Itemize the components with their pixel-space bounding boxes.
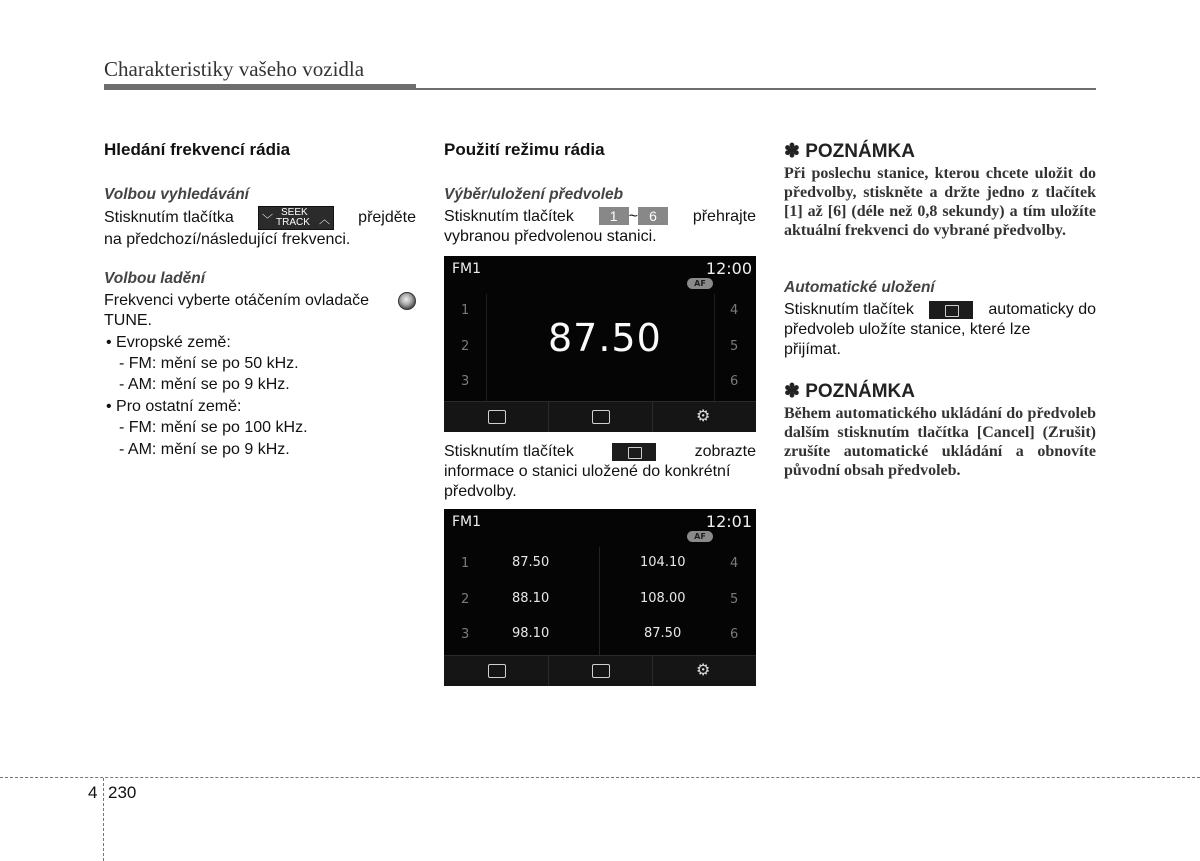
page-header-title: Charakteristiky vašeho vozidla	[104, 57, 365, 81]
band-label: FM1	[452, 261, 482, 277]
info-button[interactable]	[444, 402, 549, 432]
presets-text-pre: Stisknutím tlačítek	[444, 208, 574, 225]
clock: 12:01	[705, 512, 752, 531]
subheading-presets: Výběr/uložení předvoleb	[444, 186, 624, 203]
auto-text-line3: přijímat.	[784, 341, 841, 358]
clock: 12:00	[705, 259, 752, 278]
list-preset-5[interactable]: 5	[730, 592, 739, 607]
list-freq-2[interactable]: 88.10	[512, 591, 550, 606]
paragraph-info	[444, 442, 756, 502]
band-label: FM1	[452, 514, 482, 530]
tune-knob-icon	[398, 292, 416, 310]
subheading-auto-store: Automatické uložení	[784, 279, 935, 296]
screen-toolbar	[444, 655, 756, 686]
note-heading-1: ✽ POZNÁMKA	[784, 141, 915, 162]
radio-info-icon	[488, 410, 506, 424]
preset-key-6: 6	[638, 207, 668, 225]
bullet-europe-am: - AM: mění se po 9 kHz.	[119, 376, 290, 393]
list-preset-4[interactable]: 4	[730, 556, 739, 571]
footer-divider	[103, 778, 104, 861]
note-heading-2: ✽ POZNÁMKA	[784, 381, 915, 402]
bullet-other-fm: - FM: mění se po 100 kHz.	[119, 419, 308, 436]
presets-text-post: přehrajte	[692, 208, 756, 225]
radio-screen-list	[444, 509, 756, 686]
list-preset-2[interactable]: 2	[461, 592, 470, 607]
list-freq-4[interactable]: 104.10	[640, 555, 686, 570]
chevron-up-icon: ︿	[319, 214, 330, 226]
auto-text-line2: předvoleb uložíte stanice, které lze	[784, 321, 1031, 338]
frequency-display: 87.50	[548, 316, 662, 360]
footer-rule	[0, 777, 1200, 778]
paragraph-presets	[444, 207, 756, 247]
page-number: 230	[108, 783, 137, 802]
info-text-pre: Stisknutím tlačítek	[444, 443, 574, 460]
auto-text-pre: Stisknutím tlačítek	[784, 301, 914, 318]
settings-button[interactable]	[652, 656, 756, 686]
subheading-seek: Volbou vyhledávání	[104, 186, 249, 203]
track-label: TRACK	[276, 217, 310, 228]
info-text-line2: informace o stanici uložené do konkrétní	[444, 463, 731, 480]
af-badge: AF	[687, 278, 713, 289]
preset-4[interactable]: 4	[730, 303, 739, 318]
radio-info-icon	[488, 664, 506, 678]
header-rule-thick	[104, 84, 416, 90]
auto-store-icon	[592, 410, 610, 424]
preset-1[interactable]: 1	[461, 303, 470, 318]
tilde: ~	[628, 208, 638, 225]
af-badge: AF	[687, 531, 713, 542]
list-preset-6[interactable]: 6	[730, 627, 739, 642]
subheading-tune: Volbou ladění	[104, 270, 206, 287]
auto-text-post: automaticky do	[988, 301, 1096, 318]
preset-6[interactable]: 6	[730, 374, 739, 389]
info-button[interactable]	[444, 656, 549, 686]
seek-label: SEEK	[281, 207, 308, 218]
gear-icon: ⚙	[696, 660, 711, 679]
list-freq-3[interactable]: 98.10	[512, 626, 550, 641]
header-rule-thin	[416, 88, 1096, 90]
tune-text-pre: Frekvenci vyberte otáčením ovladače	[104, 292, 370, 309]
note-text-2: Během automatického ukládání do předvoleb dalším stisknutím tlačítka [Cancel] (Zrušit) zrušíte automatické ukládání a obnovíte původní obsah předvoleb.	[784, 405, 1096, 479]
screen-toolbar	[444, 401, 756, 432]
preset-keys	[599, 207, 668, 227]
auto-key-icon	[929, 301, 973, 319]
list-preset-3[interactable]: 3	[461, 627, 470, 642]
preset-2[interactable]: 2	[461, 339, 470, 354]
auto-store-button[interactable]	[548, 402, 653, 432]
seek-track-button-icon	[258, 206, 334, 230]
bullet-europe-fm: - FM: mění se po 50 kHz.	[119, 355, 299, 372]
section-heading-radio-search: Hledání frekvencí rádia	[104, 140, 291, 159]
settings-button[interactable]	[652, 402, 756, 432]
seek-text-post: přejděte	[358, 209, 416, 226]
preset-key-1: 1	[599, 207, 629, 225]
bullet-other-am: - AM: mění se po 9 kHz.	[119, 441, 290, 458]
note-text-1: Při poslechu stanice, kterou chcete uložit do předvolby, stiskněte a držte jedno z tlačítek [1] až [6] (déle než 0,8 sekundy) a tím uložíte aktuální frekvenci do vybrané předvolby.	[784, 165, 1096, 239]
radio-screen-main	[444, 256, 756, 432]
paragraph-seek	[104, 206, 416, 250]
seek-text-line2: na předchozí/následující frekvenci.	[104, 231, 351, 248]
info-key-icon	[612, 443, 656, 461]
paragraph-auto-store	[784, 300, 1096, 360]
auto-store-button[interactable]	[548, 656, 653, 686]
bullet-europe: • Evropské země:	[106, 334, 231, 351]
section-heading-radio-mode: Použití režimu rádia	[444, 140, 605, 159]
list-freq-5[interactable]: 108.00	[640, 591, 686, 606]
preset-3[interactable]: 3	[461, 374, 470, 389]
info-text-post: zobrazte	[694, 443, 756, 460]
bullet-other: • Pro ostatní země:	[106, 398, 242, 415]
list-freq-1[interactable]: 87.50	[512, 555, 550, 570]
presets-text-line2: vybranou předvolenou stanici.	[444, 228, 657, 245]
chapter-number: 4	[88, 783, 98, 802]
list-preset-1[interactable]: 1	[461, 556, 470, 571]
info-text-line3: předvolby.	[444, 483, 517, 500]
tune-text-line2: TUNE.	[104, 312, 152, 329]
list-freq-6[interactable]: 87.50	[644, 626, 682, 641]
paragraph-tune	[104, 291, 416, 331]
auto-store-icon	[592, 664, 610, 678]
seek-text-pre: Stisknutím tlačítka	[104, 209, 234, 226]
chevron-down-icon: ﹀	[262, 214, 273, 226]
list-divider	[599, 547, 600, 655]
gear-icon: ⚙	[696, 406, 711, 425]
preset-5[interactable]: 5	[730, 339, 739, 354]
